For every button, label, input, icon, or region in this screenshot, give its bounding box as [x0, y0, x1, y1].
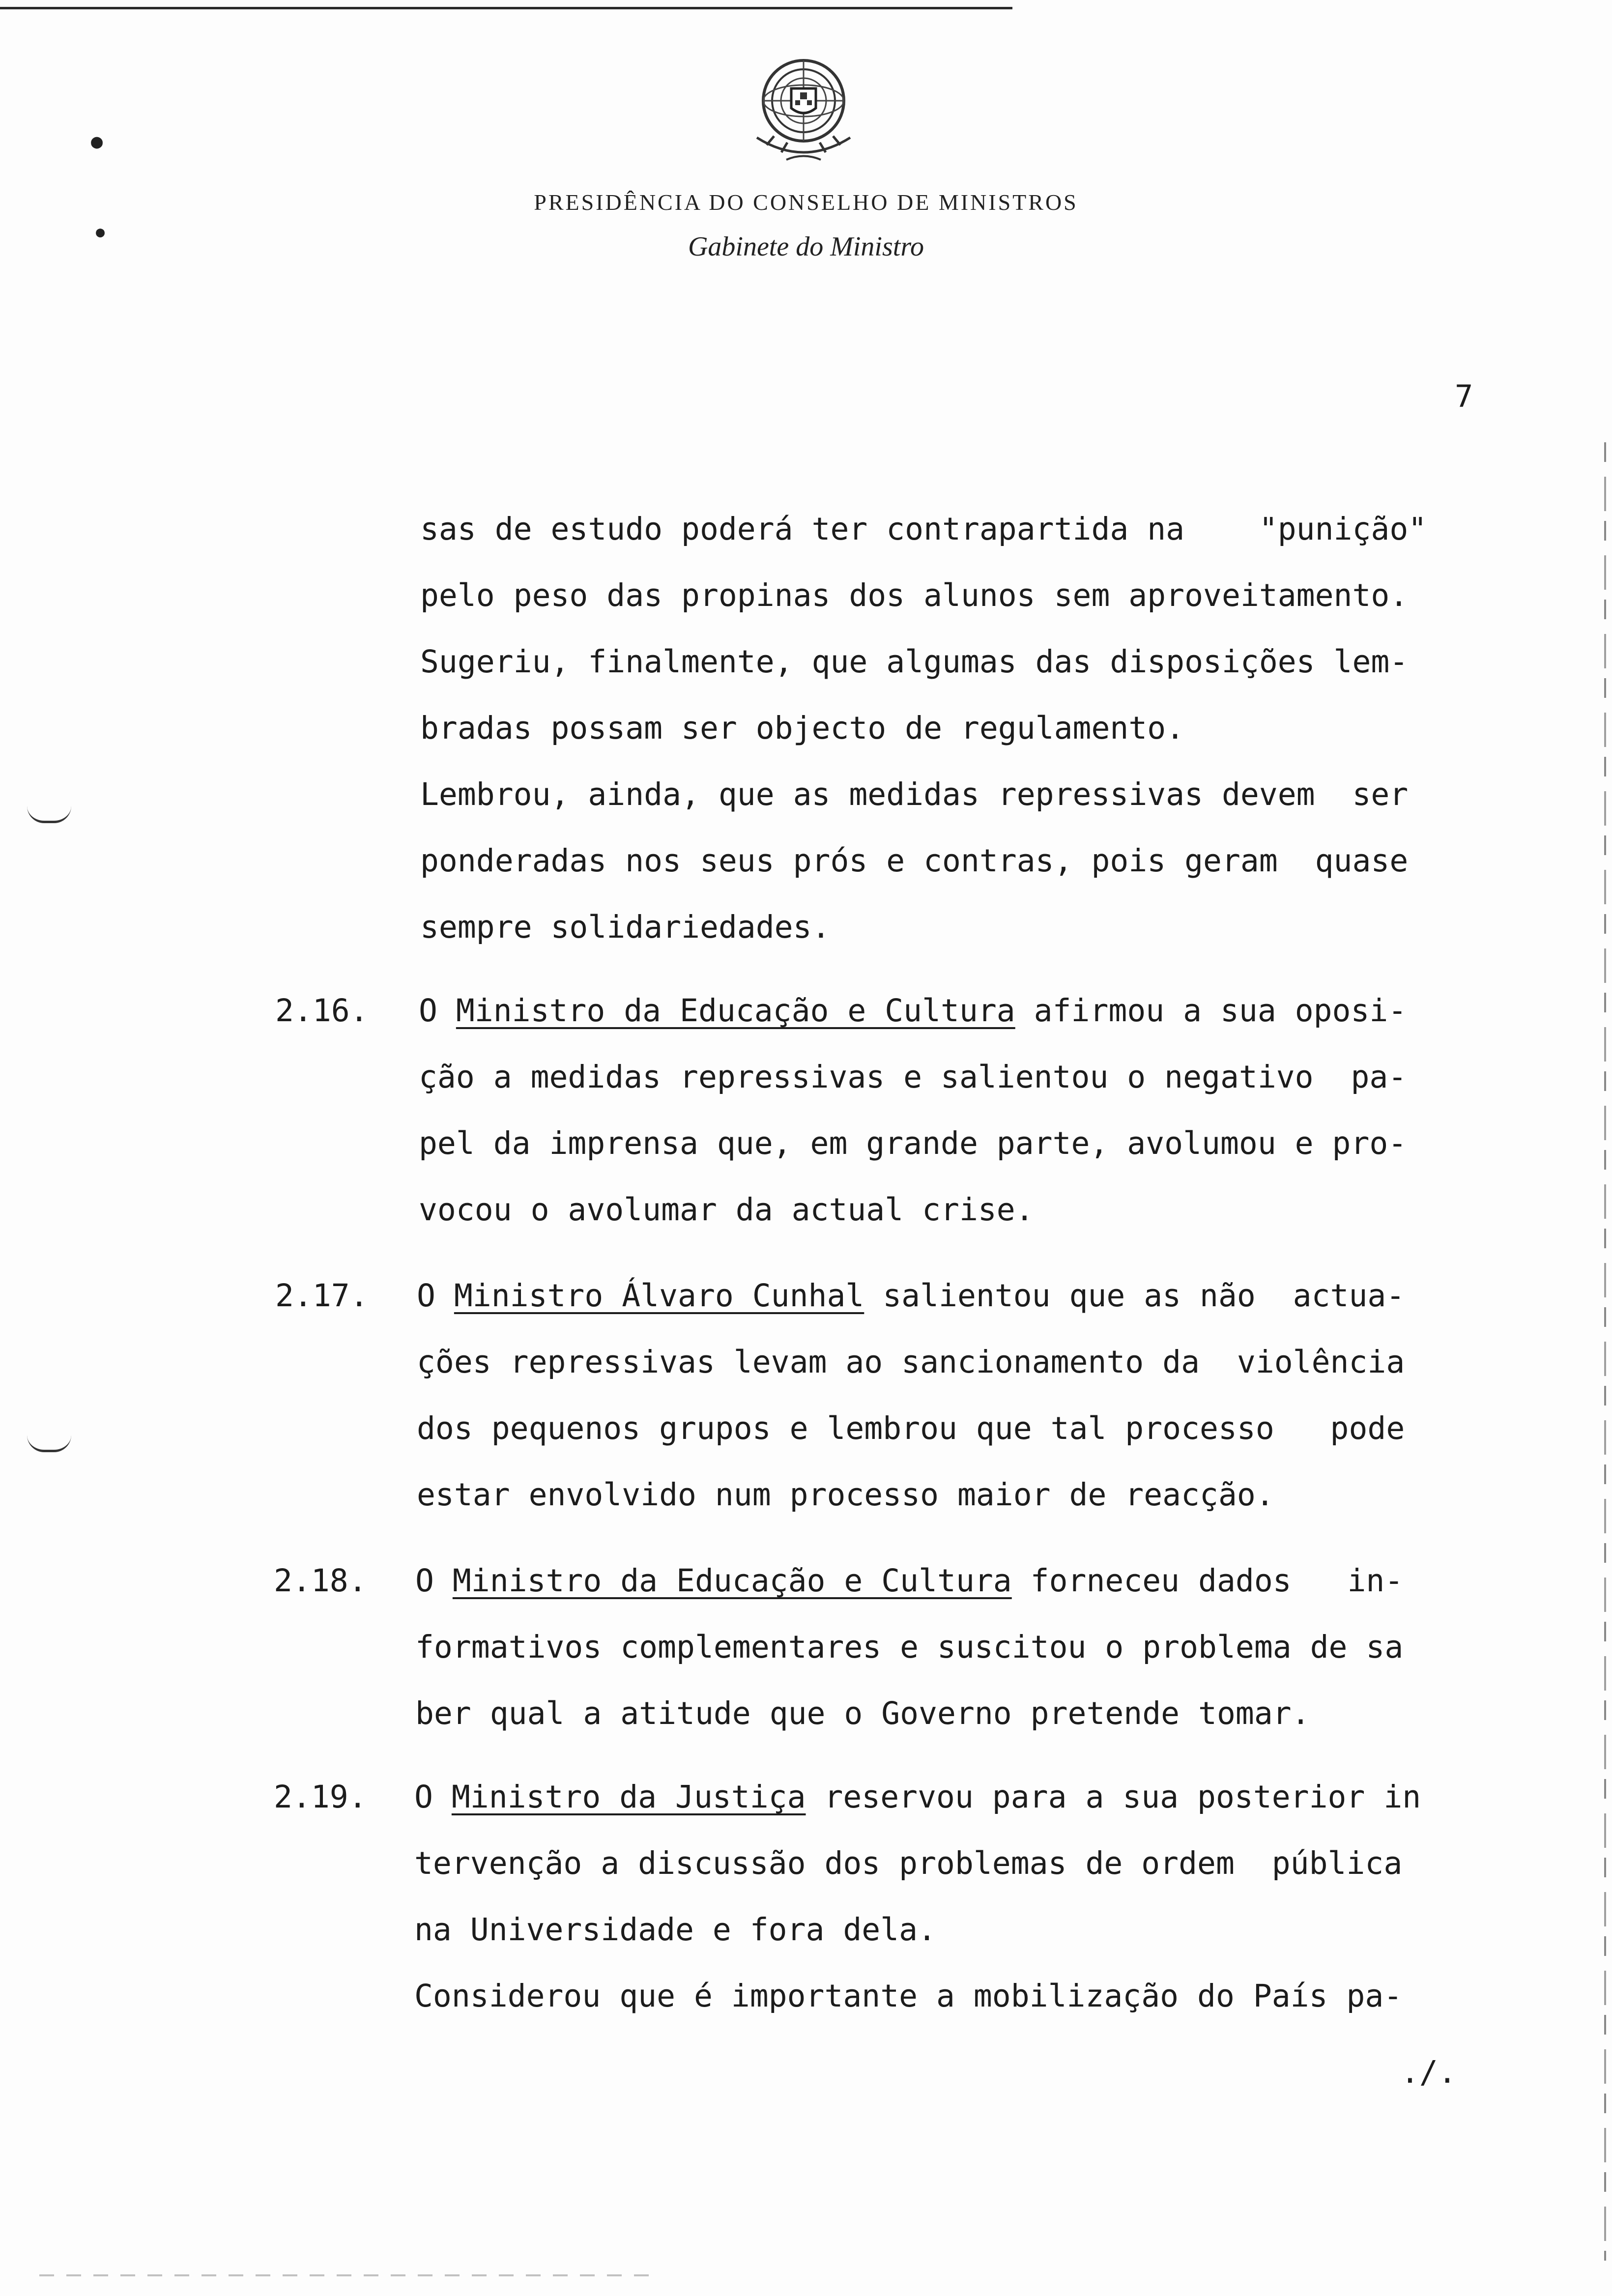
text-line: formativos complementares e suscitou o problema de sa: [415, 1629, 1404, 1665]
text-line: vocou o avolumar da actual crise.: [419, 1192, 1034, 1228]
text-line: estar envolvido num processo maior de reacção.: [417, 1477, 1274, 1513]
margin-mark: [27, 1435, 71, 1452]
text-run: afirmou a sua oposi-: [1015, 993, 1407, 1029]
text-line: ber qual a atitude que o Governo pretende tomar.: [415, 1695, 1310, 1731]
text-line: sas de estudo poderá ter contrapartida na "punição": [420, 511, 1427, 547]
item-line: [415, 1563, 1404, 1599]
scan-noise: [39, 2274, 654, 2276]
text-line: sempre solidariedades.: [420, 909, 831, 945]
item-number: 2.19.: [274, 1779, 367, 1815]
text-line: pel da imprensa que, em grande parte, avolumou e pro-: [419, 1125, 1407, 1161]
text-run: O: [414, 1779, 452, 1815]
text-line: Lembrou, ainda, que as medidas repressivas devem ser: [420, 776, 1409, 812]
minister-name: Ministro da Educação e Cultura: [456, 993, 1015, 1029]
minister-name: Ministro Álvaro Cunhal: [454, 1278, 864, 1314]
text-run: reservou para a sua posterior in: [806, 1779, 1421, 1815]
margin-mark: [27, 806, 71, 823]
text-line: Considerou que é importante a mobilização do País pa-: [414, 1978, 1403, 2014]
text-run: salientou que as não actua-: [864, 1278, 1405, 1314]
minister-name: Ministro da Justiça: [451, 1779, 806, 1815]
text-line: dos pequenos grupos e lembrou que tal processo pode: [417, 1410, 1405, 1446]
text-line: ções repressivas levam ao sancionamento da violência: [417, 1344, 1405, 1380]
text-line: na Universidade e fora dela.: [414, 1912, 937, 1948]
text-line: tervenção a discussão dos problemas de ordem pública: [414, 1845, 1403, 1881]
continuation-mark: ./.: [1401, 2054, 1457, 2090]
page-number: 7: [1455, 378, 1473, 414]
item-number: 2.18.: [274, 1563, 367, 1599]
margin-dot: ●: [96, 224, 105, 241]
item-number: 2.17.: [275, 1278, 369, 1314]
margin-dot: ●: [91, 130, 103, 153]
item-line: [414, 1779, 1421, 1815]
item-line: [419, 993, 1407, 1029]
text-run: O: [419, 993, 456, 1029]
coat-of-arms-seal: [737, 54, 870, 172]
text-line: ção a medidas repressivas e salientou o negativo pa-: [419, 1059, 1407, 1095]
letterhead-subtitle: Gabinete do Ministro: [688, 231, 924, 262]
item-line: [417, 1278, 1405, 1314]
text-run: O: [415, 1563, 453, 1599]
text-run: O: [417, 1278, 454, 1314]
item-number: 2.16.: [275, 993, 369, 1029]
text-line: bradas possam ser objecto de regulamento.: [420, 710, 1185, 746]
text-run: forneceu dados in-: [1011, 1563, 1404, 1599]
letterhead-title: PRESIDÊNCIA DO CONSELHO DE MINISTROS: [534, 190, 1078, 215]
text-line: pelo peso das propinas dos alunos sem aproveitamento.: [420, 577, 1409, 613]
minister-name: Ministro da Educação e Cultura: [452, 1563, 1012, 1599]
text-line: Sugeriu, finalmente, que algumas das disposições lem-: [420, 644, 1409, 680]
scan-edge: [1604, 442, 1606, 2261]
top-rule: [0, 7, 1012, 9]
text-line: ponderadas nos seus prós e contras, pois geram quase: [420, 843, 1409, 879]
